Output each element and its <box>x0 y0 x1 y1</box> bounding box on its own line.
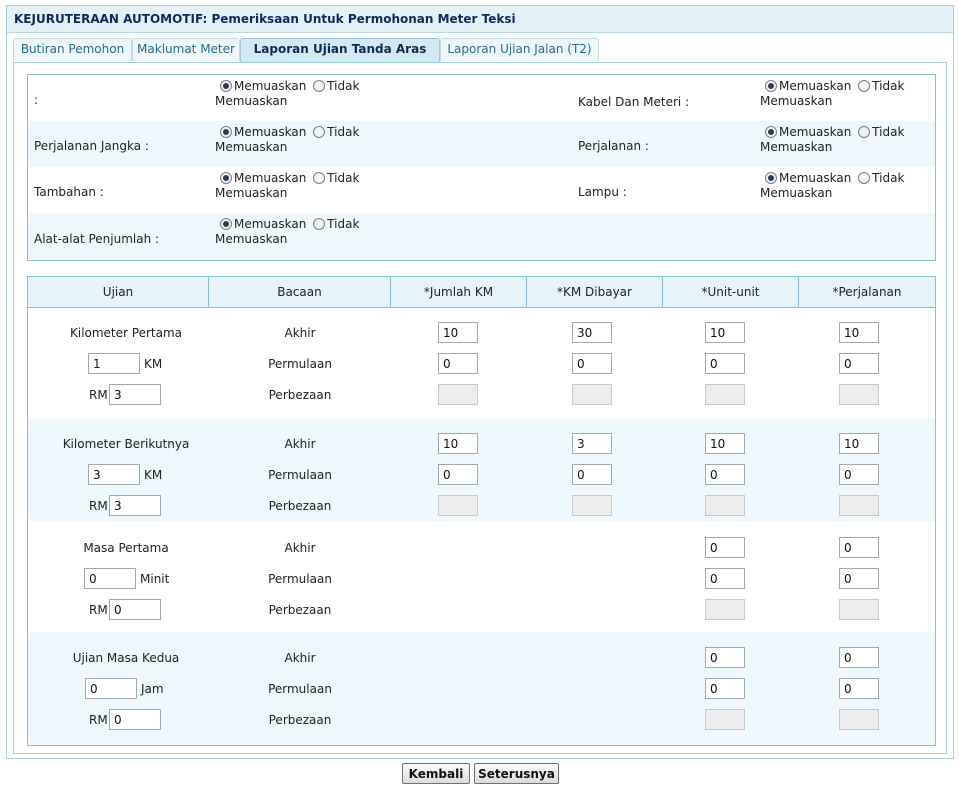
radio-label: Memuaskan <box>779 171 852 185</box>
panel-title: KEJURUTERAAN AUTOMOTIF: Pemeriksaan Untuk Permohonan Meter Teksi <box>7 6 953 33</box>
perjalanan-perbezaan-input <box>839 384 879 405</box>
unit-unit-permulaan-input[interactable] <box>705 353 745 374</box>
reading-perbezaan: Perbezaan <box>268 603 332 617</box>
radio-label: Memuaskan <box>760 186 833 200</box>
radio-tidak-memuaskan[interactable] <box>313 172 325 184</box>
distance-input[interactable] <box>88 464 140 485</box>
reading-permulaan: Permulaan <box>268 682 332 696</box>
radio-label: Memuaskan <box>215 94 288 108</box>
checklist-row <box>28 75 935 121</box>
radio-memuaskan[interactable] <box>220 80 232 92</box>
checklist-label: Perjalanan : <box>578 139 649 153</box>
col-header-jumlah-km: *Jumlah KM <box>391 277 527 307</box>
checklist-radio-group <box>215 171 375 201</box>
checklist-label: Perjalanan Jangka : <box>34 139 149 153</box>
radio-label: Memuaskan <box>779 79 852 93</box>
rm-label: RM <box>89 388 108 402</box>
radio-label: Memuaskan <box>234 125 307 139</box>
test-name: Ujian Masa Kedua <box>72 651 180 665</box>
radio-label: Memuaskan <box>234 217 307 231</box>
reading-permulaan: Permulaan <box>268 572 332 586</box>
reading-perbezaan: Perbezaan <box>268 713 332 727</box>
unit-unit-akhir-input[interactable] <box>705 433 745 454</box>
rm-input[interactable] <box>109 709 161 730</box>
checklist-radio-group <box>215 125 375 155</box>
reading-akhir: Akhir <box>284 651 316 665</box>
radio-label: Memuaskan <box>234 79 307 93</box>
checklist-radio-group <box>760 125 920 155</box>
unit-unit-permulaan-input[interactable] <box>705 678 745 699</box>
checklist-radio-group <box>215 217 375 247</box>
perjalanan-akhir-input[interactable] <box>839 433 879 454</box>
unit-label: KM <box>144 468 163 482</box>
rm-label: RM <box>89 603 108 617</box>
unit-label: KM <box>144 357 163 371</box>
radio-memuaskan[interactable] <box>765 80 777 92</box>
radio-label: Memuaskan <box>234 171 307 185</box>
jumlah-km-permulaan-input[interactable] <box>438 353 478 374</box>
radio-memuaskan[interactable] <box>220 172 232 184</box>
next-button[interactable]: Seterusnya <box>474 763 559 784</box>
checklist-row <box>28 213 935 260</box>
tab-butiran-pemohon[interactable]: Butiran Pemohon <box>13 38 132 61</box>
radio-label: Memuaskan <box>215 140 288 154</box>
checklist-radio-group <box>215 79 375 109</box>
jumlah-km-akhir-input[interactable] <box>438 322 478 343</box>
test-group-masa-pertama <box>28 521 935 632</box>
checklist-label: Kabel Dan Meteri : <box>578 95 690 109</box>
unit-unit-perbezaan-input <box>705 599 745 620</box>
test-name: Masa Pertama <box>83 541 169 555</box>
radio-tidak-memuaskan[interactable] <box>858 80 870 92</box>
radio-label: Memuaskan <box>215 186 288 200</box>
perjalanan-akhir-input[interactable] <box>839 647 879 668</box>
inspection-checklist <box>27 74 936 261</box>
perjalanan-perbezaan-input <box>839 599 879 620</box>
distance-input[interactable] <box>88 353 140 374</box>
unit-label: Minit <box>140 572 170 586</box>
test-group-kilometer-berikutnya <box>28 419 935 521</box>
reading-permulaan: Permulaan <box>268 468 332 482</box>
km-dibayar-akhir-input[interactable] <box>572 433 612 454</box>
km-dibayar-permulaan-input[interactable] <box>572 353 612 374</box>
checklist-radio-group <box>760 79 920 109</box>
rm-label: RM <box>89 499 108 513</box>
unit-unit-akhir-input[interactable] <box>705 322 745 343</box>
tab-content <box>13 62 947 754</box>
duration-input[interactable] <box>84 568 136 589</box>
perjalanan-permulaan-input[interactable] <box>839 464 879 485</box>
km-dibayar-perbezaan-input <box>572 495 612 516</box>
radio-label: Tidak <box>327 125 360 139</box>
reading-perbezaan: Perbezaan <box>268 388 332 402</box>
test-name: Kilometer Berikutnya <box>62 437 190 451</box>
main-panel <box>6 5 954 759</box>
rm-input[interactable] <box>109 495 161 516</box>
unit-unit-akhir-input[interactable] <box>705 537 745 558</box>
radio-memuaskan[interactable] <box>220 126 232 138</box>
radio-label: Tidak <box>327 171 360 185</box>
test-group-kilometer-pertama <box>28 308 935 419</box>
test-name: Kilometer Pertama <box>69 326 182 340</box>
checklist-label: Alat-alat Penjumlah : <box>34 232 160 246</box>
checklist-label: Tambahan : <box>34 185 104 199</box>
radio-label: Memuaskan <box>779 125 852 139</box>
col-header-km-dibayar: *KM Dibayar <box>527 277 663 307</box>
test-results-table <box>27 276 936 746</box>
col-header-perjalanan: *Perjalanan <box>832 285 902 299</box>
perjalanan-akhir-input[interactable] <box>839 537 879 558</box>
perjalanan-permulaan-input[interactable] <box>839 678 879 699</box>
reading-akhir: Akhir <box>284 541 316 555</box>
unit-unit-akhir-input[interactable] <box>705 647 745 668</box>
km-dibayar-akhir-input[interactable] <box>572 322 612 343</box>
unit-unit-perbezaan-input <box>705 384 745 405</box>
unit-unit-permulaan-input[interactable] <box>705 568 745 589</box>
radio-label: Tidak <box>327 79 360 93</box>
unit-unit-perbezaan-input <box>705 709 745 730</box>
jumlah-km-perbezaan-input <box>438 495 478 516</box>
rm-input[interactable] <box>109 384 161 405</box>
checklist-label: : <box>34 93 39 107</box>
perjalanan-permulaan-input[interactable] <box>839 353 879 374</box>
km-dibayar-permulaan-input[interactable] <box>572 464 612 485</box>
checklist-row <box>28 121 935 167</box>
table-header <box>28 277 935 308</box>
unit-label: Jam <box>141 682 164 696</box>
jumlah-km-perbezaan-input <box>438 384 478 405</box>
radio-label: Memuaskan <box>215 232 288 246</box>
radio-label: Memuaskan <box>760 94 833 108</box>
perjalanan-perbezaan-input <box>839 709 879 730</box>
radio-memuaskan[interactable] <box>220 218 232 230</box>
checklist-label: Lampu : <box>578 185 627 199</box>
radio-tidak-memuaskan[interactable] <box>858 172 870 184</box>
radio-label: Tidak <box>327 217 360 231</box>
rm-input[interactable] <box>109 599 161 620</box>
tab-laporan-ujian-tanda-aras[interactable]: Laporan Ujian Tanda Aras <box>240 38 440 63</box>
reading-akhir: Akhir <box>284 437 316 451</box>
km-dibayar-perbezaan-input <box>572 384 612 405</box>
jumlah-km-permulaan-input[interactable] <box>438 464 478 485</box>
unit-unit-perbezaan-input <box>705 495 745 516</box>
radio-memuaskan[interactable] <box>765 126 777 138</box>
radio-tidak-memuaskan[interactable] <box>313 126 325 138</box>
radio-label: Tidak <box>872 79 905 93</box>
perjalanan-perbezaan-input <box>839 495 879 516</box>
col-header-unit-unit: *Unit-unit <box>663 277 799 307</box>
reading-permulaan: Permulaan <box>268 357 332 371</box>
reading-perbezaan: Perbezaan <box>268 499 332 513</box>
tab-laporan-ujian-jalan[interactable]: Laporan Ujian Jalan (T2) <box>440 38 599 61</box>
back-button[interactable]: Kembali <box>402 763 470 784</box>
test-group-ujian-masa-kedua <box>28 632 935 745</box>
tab-maklumat-meter[interactable]: Maklumat Meter <box>132 38 240 61</box>
rm-label: RM <box>89 713 108 727</box>
radio-tidak-memuaskan[interactable] <box>313 218 325 230</box>
radio-label: Memuaskan <box>760 140 833 154</box>
unit-unit-permulaan-input[interactable] <box>705 464 745 485</box>
checklist-row <box>28 167 935 213</box>
duration-input[interactable] <box>85 678 137 699</box>
radio-tidak-memuaskan[interactable] <box>313 80 325 92</box>
reading-akhir: Akhir <box>284 326 316 340</box>
col-header-bacaan: Bacaan <box>209 277 391 307</box>
jumlah-km-akhir-input[interactable] <box>438 433 478 454</box>
col-header-ujian: Ujian <box>28 277 209 307</box>
perjalanan-permulaan-input[interactable] <box>839 568 879 589</box>
radio-tidak-memuaskan[interactable] <box>858 126 870 138</box>
checklist-radio-group <box>760 171 920 201</box>
radio-memuaskan[interactable] <box>765 172 777 184</box>
radio-label: Tidak <box>872 171 905 185</box>
radio-label: Tidak <box>872 125 905 139</box>
perjalanan-akhir-input[interactable] <box>839 322 879 343</box>
